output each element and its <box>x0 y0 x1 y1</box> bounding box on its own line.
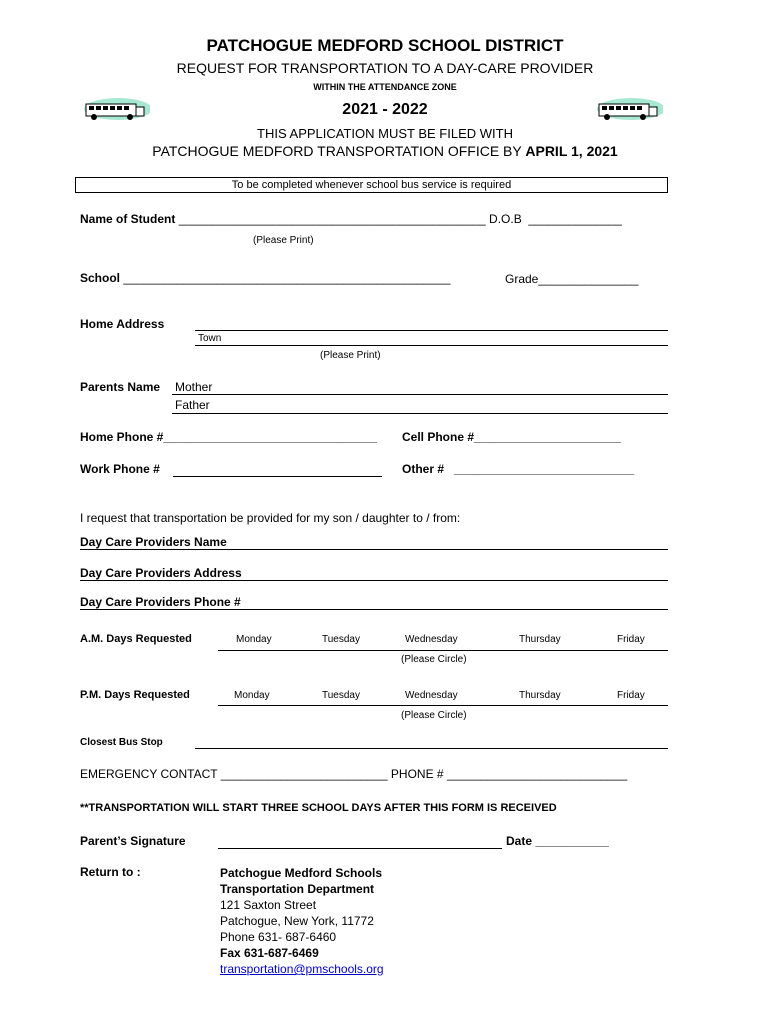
student-name-label: Name of Student <box>80 212 176 226</box>
work-phone-line[interactable] <box>173 476 382 477</box>
student-name-blank[interactable]: ______________________________________________ <box>178 212 486 226</box>
return-fax: Fax 631-687-6469 <box>220 946 319 960</box>
zone-note: WITHIN THE ATTENDANCE ZONE <box>313 82 457 92</box>
town-label: Town <box>198 333 222 344</box>
parents-name-label: Parents Name <box>80 380 161 394</box>
print-note: (Please Print) <box>253 235 314 246</box>
dob-blank[interactable]: ______________ <box>528 212 622 226</box>
return-email-link[interactable]: transportation@pmschools.org <box>220 962 384 976</box>
filing-line-2: PATCHOGUE MEDFORD TRANSPORTATION OFFICE BY APRIL 1, 2021 <box>152 143 618 159</box>
daycare-address-label: Day Care Providers Address <box>80 566 242 580</box>
daycare-name-line[interactable] <box>80 549 668 550</box>
dob-label: D.O.B <box>489 212 522 226</box>
school-year: 2021 - 2022 <box>342 101 428 118</box>
father-line[interactable] <box>172 413 668 414</box>
home-address-line[interactable] <box>195 330 668 331</box>
return-phone: Phone 631- 687-6460 <box>220 930 337 944</box>
signature-line[interactable] <box>218 848 502 849</box>
pm-day-tuesday[interactable]: Tuesday <box>322 690 360 701</box>
district-title: PATCHOGUE MEDFORD SCHOOL DISTRICT <box>206 36 564 55</box>
emergency-row[interactable] <box>80 767 627 781</box>
am-day-wednesday[interactable]: Wednesday <box>405 634 458 645</box>
pm-circle-note: (Please Circle) <box>401 710 467 721</box>
bus-stop-label: Closest Bus Stop <box>80 737 163 748</box>
filing-line-1: THIS APPLICATION MUST BE FILED WITH <box>257 126 513 141</box>
start-notice: **TRANSPORTATION WILL START THREE SCHOOL DAYS AFTER THIS FORM IS RECEIVED <box>80 802 557 814</box>
school-row[interactable] <box>80 271 450 285</box>
school-label: School <box>80 271 121 285</box>
filing-deadline: APRIL 1, 2021 <box>525 143 618 159</box>
return-city: Patchogue, New York, 11772 <box>220 914 374 928</box>
daycare-phone-label: Day Care Providers Phone # <box>80 595 241 609</box>
bus-stop-line[interactable] <box>195 748 668 749</box>
address-print-note: (Please Print) <box>320 350 381 361</box>
other-phone-row[interactable] <box>402 462 634 476</box>
other-phone-blank[interactable]: ___________________________ <box>454 462 635 476</box>
signature-label: Parent’s Signature <box>80 834 186 848</box>
mother-label: Mother <box>175 380 213 394</box>
grade-row[interactable] <box>505 272 638 286</box>
emergency-phone-blank[interactable]: ___________________________ <box>446 767 628 781</box>
town-line[interactable] <box>195 345 668 346</box>
work-phone-label: Work Phone # <box>80 462 160 476</box>
return-org-1: Patchogue Medford Schools <box>220 866 383 880</box>
date-label: Date <box>506 834 533 848</box>
date-blank[interactable]: ___________ <box>535 834 609 848</box>
am-day-tuesday[interactable]: Tuesday <box>322 634 360 645</box>
home-phone-blank[interactable]: ________________________________ <box>163 430 377 444</box>
school-blank[interactable]: _________________________________________________ <box>123 271 451 285</box>
home-address-label: Home Address <box>80 317 165 331</box>
daycare-name-label: Day Care Providers Name <box>80 535 227 549</box>
daycare-phone-line[interactable] <box>80 609 668 610</box>
emergency-contact-blank[interactable]: _________________________ <box>220 767 388 781</box>
am-day-monday[interactable]: Monday <box>236 634 272 645</box>
home-phone-label: Home Phone # <box>80 430 164 444</box>
request-statement: I request that transportation be provided for my son / daughter to / from: <box>80 511 461 525</box>
am-day-friday[interactable]: Friday <box>617 634 645 645</box>
cell-phone-label: Cell Phone # <box>402 430 475 444</box>
pm-day-monday[interactable]: Monday <box>234 690 270 701</box>
pm-days-label: P.M. Days Requested <box>80 689 190 701</box>
cell-phone-row[interactable] <box>402 430 621 444</box>
am-days-label: A.M. Days Requested <box>80 633 192 645</box>
mother-line[interactable] <box>172 394 668 395</box>
date-row[interactable] <box>506 834 609 848</box>
pm-day-thursday[interactable]: Thursday <box>519 690 561 701</box>
student-name-row[interactable] <box>80 212 622 226</box>
pm-day-wednesday[interactable]: Wednesday <box>405 690 458 701</box>
grade-blank[interactable]: _______________ <box>538 272 639 286</box>
instruction-banner: To be completed whenever school bus service is required <box>75 177 668 193</box>
return-street: 121 Saxton Street <box>220 898 317 912</box>
return-to-label: Return to : <box>80 865 141 879</box>
am-circle-note: (Please Circle) <box>401 654 467 665</box>
other-phone-label: Other # <box>402 462 445 476</box>
emergency-contact-label: EMERGENCY CONTACT <box>80 767 218 781</box>
pm-days-line <box>218 705 668 706</box>
pm-day-friday[interactable]: Friday <box>617 690 645 701</box>
emergency-phone-label: PHONE # <box>390 767 444 781</box>
daycare-address-line[interactable] <box>80 580 668 581</box>
am-day-thursday[interactable]: Thursday <box>519 634 561 645</box>
request-title: REQUEST FOR TRANSPORTATION TO A DAY-CARE PROVIDER <box>176 60 594 76</box>
am-days-line <box>218 650 668 651</box>
return-address-block <box>220 865 384 977</box>
grade-label: Grade <box>505 272 539 286</box>
father-label: Father <box>175 398 210 412</box>
return-org-2: Transportation Department <box>220 882 375 896</box>
home-phone-row[interactable] <box>80 430 377 444</box>
cell-phone-blank[interactable]: ______________________ <box>474 430 621 444</box>
